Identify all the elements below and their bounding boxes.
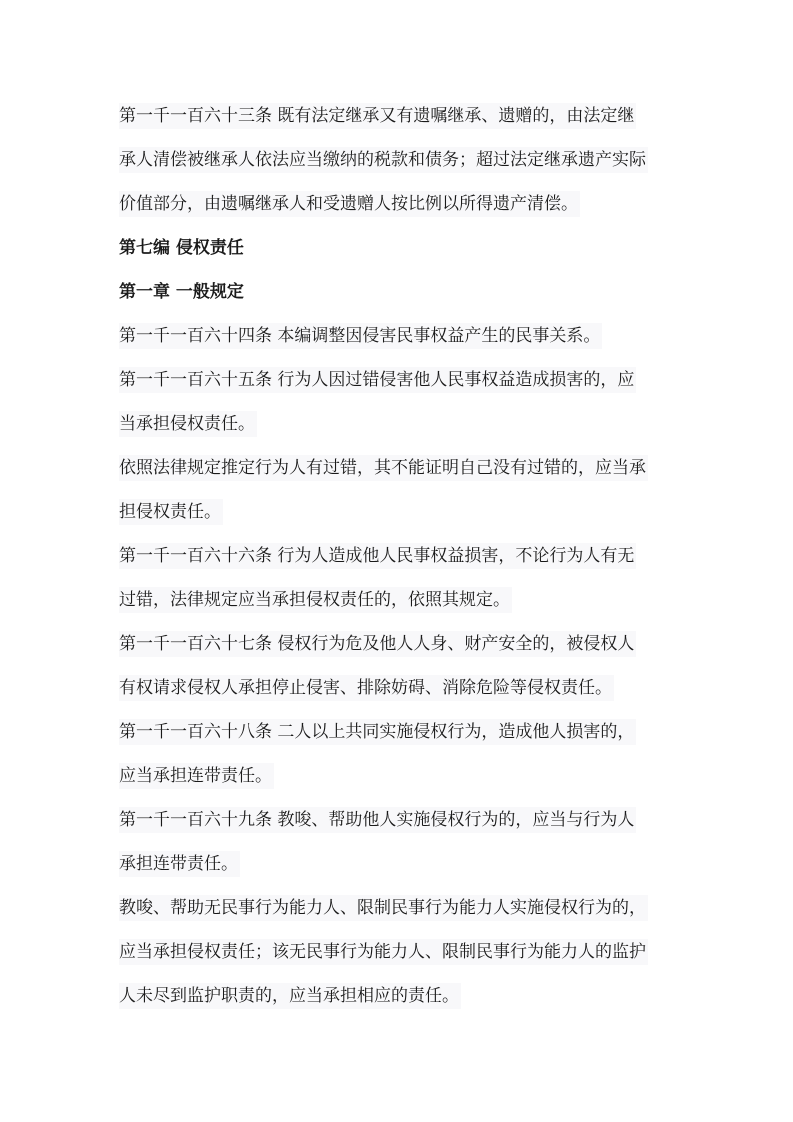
text-line [119, 936, 679, 980]
chapter-heading [119, 276, 679, 320]
text-line [119, 804, 679, 848]
text-line [119, 496, 679, 540]
line-text: 当承担侵权责任。 [119, 411, 257, 437]
text-line [119, 584, 679, 628]
line-text: 有权请求侵权人承担停止侵害、排除妨碍、消除危险等侵权责任。 [119, 675, 614, 701]
line-text: 第一千一百六十五条 行为人因过错侵害他人民事权益造成损害的，应 [119, 367, 636, 393]
line-text: 第一千一百六十三条 既有法定继承又有遗嘱继承、遗赠的，由法定继 [119, 103, 636, 129]
line-text: 第一千一百六十八条 二人以上共同实施侵权行为，造成他人损害的， [119, 719, 636, 745]
line-text: 第一千一百六十六条 行为人造成他人民事权益损害，不论行为人有无 [119, 543, 636, 569]
text-line [119, 760, 679, 804]
line-text: 承担连带责任。 [119, 851, 240, 877]
line-text: 第一千一百六十四条 本编调整因侵害民事权益产生的民事关系。 [119, 323, 602, 349]
text-line [119, 364, 679, 408]
part-heading [119, 232, 679, 276]
text-line [119, 452, 679, 496]
line-text: 教唆、帮助无民事行为能力人、限制民事行为能力人实施侵权行为的， [119, 895, 648, 921]
line-text: 应当承担连带责任。 [119, 763, 274, 789]
text-line [119, 100, 679, 144]
line-text: 应当承担侵权责任；该无民事行为能力人、限制民事行为能力人的监护 [119, 939, 648, 965]
heading-text: 第一章 一般规定 [119, 282, 244, 302]
text-line [119, 188, 679, 232]
line-text: 过错，法律规定应当承担侵权责任的，依照其规定。 [119, 587, 512, 613]
text-line [119, 848, 679, 892]
text-line [119, 892, 679, 936]
line-text: 价值部分，由遗嘱继承人和受遗赠人按比例以所得遗产清偿。 [119, 191, 580, 217]
text-line [119, 672, 679, 716]
text-line [119, 628, 679, 672]
text-line [119, 540, 679, 584]
text-line [119, 408, 679, 452]
text-line [119, 716, 679, 760]
line-text: 第一千一百六十七条 侵权行为危及他人人身、财产安全的，被侵权人 [119, 631, 636, 657]
line-text: 人未尽到监护职责的，应当承担相应的责任。 [119, 983, 461, 1009]
text-line [119, 320, 679, 364]
line-text: 依照法律规定推定行为人有过错，其不能证明自己没有过错的，应当承 [119, 455, 648, 481]
line-text: 第一千一百六十九条 教唆、帮助他人实施侵权行为的，应当与行为人 [119, 807, 636, 833]
text-line [119, 980, 679, 1024]
text-line [119, 144, 679, 188]
document-page [119, 100, 679, 1024]
line-text: 承人清偿被继承人依法应当缴纳的税款和债务；超过法定继承遗产实际 [119, 147, 648, 173]
heading-text: 第七编 侵权责任 [119, 238, 244, 258]
line-text: 担侵权责任。 [119, 499, 223, 525]
